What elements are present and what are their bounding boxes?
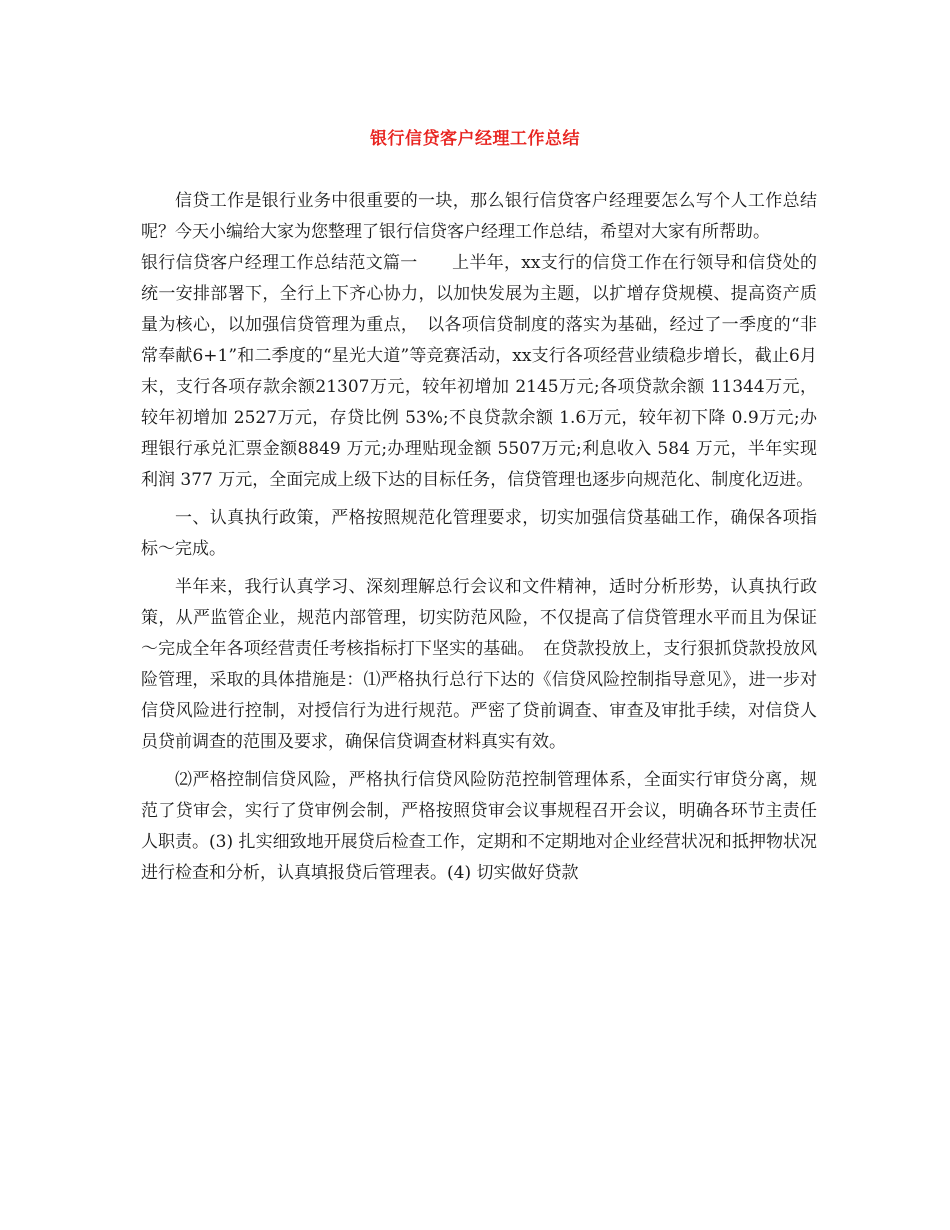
section-heading-1: 一、认真执行政策，严格按照规范化管理要求，切实加强信贷基础工作，确保各项指标～完成。	[141, 508, 817, 559]
intro-paragraph: 信贷工作是银行业务中很重要的一块，那么银行信贷客户经理要怎么写个人工作总结呢？今天小编给大家为您整理了银行信贷客户经理工作总结，希望对大家有所帮助。	[141, 191, 817, 242]
document-body	[141, 186, 817, 889]
document-title: 银行信贷客户经理工作总结	[370, 129, 580, 149]
summary-paragraph: 银行信贷客户经理工作总结范文篇一 上半年，xx支行的信贷工作在行领导和信贷处的统一安排部署下，全行上下齐心协力，以加快发展为主题，以扩增存贷规模、提高资产质量为核心，以加强信贷管理为重点， 以各项信贷制度的落实为基础，经过了一季度的“非常奉献6+1”和二季度的“星光大道”等竞赛活动，xx支行各项经营业绩稳步增长，截止6月末，支行各项存款余额21307万元，较年初增加 2145万元;各项贷款余额 11344万元，较年初增加 2527万元，存贷比例 53%;不良贷款余额 1.6万元，较年初下降 0.9万元;办理银行承兑汇票金额8849 万元;办理贴现金额 5507万元;利息收入 584 万元，半年实现利润 377 万元，全面完成上级下达的目标任务，信贷管理也逐步向规范化、制度化迈进。	[141, 253, 817, 490]
section-paragraph-2: ⑵严格控制信贷风险，严格执行信贷风险防范控制管理体系，全面实行审贷分离，规范了贷审会，实行了贷审例会制，严格按照贷审会议事规程召开会议，明确各环节主责任人职责。(3) 扎实细致地开展贷后检查工作，定期和不定期地对企业经营状况和抵押物状况进行检查和分析，认真填报贷后管理表。(4) 切实做好贷款	[141, 770, 817, 883]
section-paragraph-1: 半年来，我行认真学习、深刻理解总行会议和文件精神，适时分析形势，认真执行政策，从严监管企业，规范内部管理，切实防范风险，不仅提高了信贷管理水平而且为保证～完成全年各项经营责任考核指标打下坚实的基础。 在贷款投放上，支行狠抓贷款投放风险管理，采取的具体措施是：⑴严格执行总行下达的《信贷风险控制指导意见》，进一步对信贷风险进行控制，对授信行为进行规范。严密了贷前调查、审查及审批手续，对信贷人员贷前调查的范围及要求，确保信贷调查材料真实有效。	[141, 577, 817, 752]
